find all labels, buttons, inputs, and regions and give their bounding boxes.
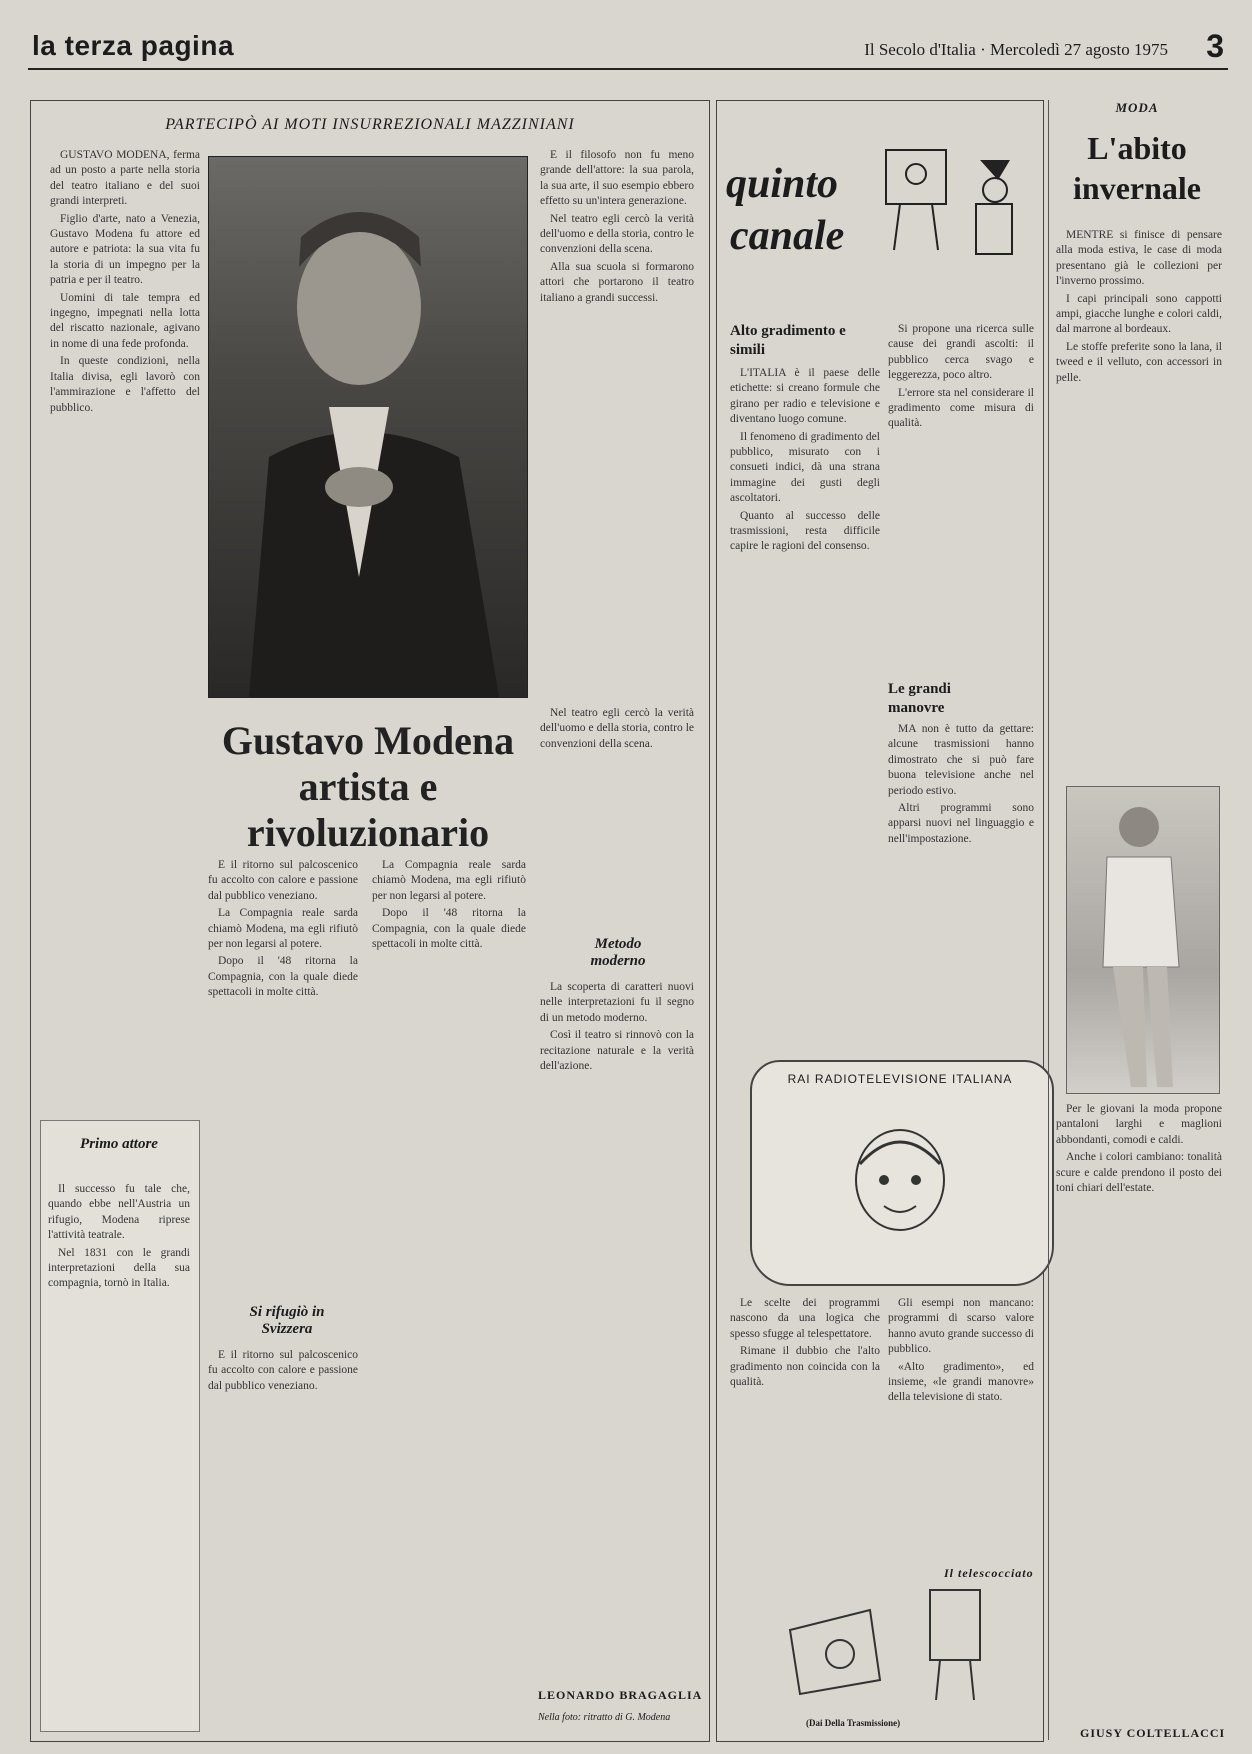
- moda-rule: [1048, 100, 1049, 1740]
- article-headline: Gustavo Modena artista e rivoluzionario: [221, 718, 515, 855]
- tv-robot-cartoon-icon: [760, 1570, 1020, 1710]
- paragraph: La scoperta di caratteri nuovi nelle interpretazioni fu il segno di un metodo moderno.: [540, 981, 694, 1024]
- paragraph: Quanto al successo delle trasmissioni, resta difficile capire le ragioni del consenso.: [730, 509, 880, 553]
- moda-col: [1056, 228, 1222, 776]
- paragraph: GUSTAVO MODENA, ferma ad un posto a parte nella storia del teatro italiano e del suoi grandi interpreti.: [50, 149, 200, 208]
- paragraph: Nel teatro egli cercò la verità dell'uomo e della storia, contro le convenzioni della scena.: [540, 707, 694, 750]
- paragraph: Così il teatro si rinnovò con la recitazione naturale e la verità dell'azione.: [540, 1029, 694, 1073]
- paragraph: Rimane il dubbio che l'alto gradimento non coincida con la qualità.: [730, 1345, 880, 1389]
- subhead-grandi-manovre: Le grandi manovre: [888, 681, 951, 716]
- paragraph: E il filosofo non fu meno grande dell'attore: la sua parola, la sua arte, il suo esempio ebbero effetto su un'intera generazione.: [540, 149, 694, 208]
- portrait-illustration: [209, 157, 527, 697]
- illustration-caption: (Dai Della Trasmissione): [806, 1718, 901, 1728]
- paragraph: Nel teatro egli cercò la verità dell'uomo e della storia, contro le convenzioni della scena.: [540, 212, 694, 256]
- article-col-2: [208, 858, 358, 1298]
- paragraph: Le scelte dei programmi nascono da una logica che spesso sfugge al telespettatore.: [730, 1297, 880, 1340]
- primo-attore-text: [48, 1182, 190, 1722]
- paragraph: I capi principali sono cappotti ampi, giacche lunghe e colori caldi, dal marrone al bordeaux.: [1056, 292, 1222, 336]
- article-kicker: PARTECIPÒ AI MOTI INSURREZIONALI MAZZINIANI: [165, 116, 575, 133]
- moda-col-lower: [1056, 1102, 1222, 1702]
- qc-lower-col-1: [730, 1296, 880, 1616]
- paragraph: Gli esempi non mancano: programmi di scarso valore hanno avuto grande successo di pubblico.: [888, 1297, 1034, 1356]
- paragraph: Altri programmi sono apparsi nuovi nel linguaggio e nell'impostazione.: [888, 802, 1034, 845]
- paragraph: Per le giovani la moda propone pantaloni larghi e maglioni abbondanti, comodi e caldi.: [1056, 1103, 1222, 1146]
- article-col-1: [50, 148, 200, 1092]
- qc-col-2-lower: [888, 722, 1034, 1052]
- fashion-photo: [1066, 786, 1220, 1094]
- paragraph: L'ITALIA è il paese delle etichette: si creano formule che girano per radio e televisione e diventano luogo comune.: [730, 367, 880, 426]
- paragraph: Uomini di tale tempra ed ingegno, impegnati nella lotta del riscatto nazionale, agivano in nome di una fede profonda.: [50, 291, 200, 350]
- paragraph: MENTRE si finisce di pensare alla moda estiva, le case di moda presentano già le collezioni per l'inverno prossimo.: [1056, 229, 1222, 288]
- article-col-2-lower: [208, 1348, 358, 1728]
- paragraph: In queste condizioni, nella Italia divisa, egli lavorò con l'ammirazione e l'affetto del pubblico.: [50, 355, 200, 414]
- paragraph: Dopo il '48 ritorna la Compagnia, con la quale diede spettacoli in molte città.: [208, 955, 358, 999]
- subhead-metodo: Metodo moderno: [590, 936, 646, 969]
- paragraph: E il ritorno sul palcoscenico fu accolto con calore e passione dal pubblico veneziano.: [208, 859, 358, 902]
- announcer-cartoon-icon: [820, 1120, 980, 1270]
- paragraph: Figlio d'arte, nato a Venezia, Gustavo Modena fu attore ed autore e patriota: la sua vita fu la storia di un impegno per la patria e per il teatro.: [50, 212, 200, 287]
- paragraph: Anche i colori cambiano: tonalità scure e calde prendono il posto dei toni chiari dell'estate.: [1056, 1151, 1222, 1195]
- rai-logo-text: RAI RADIOTELEVISIONE ITALIANA: [787, 1072, 1013, 1086]
- photo-caption: Nella foto: ritratto di G. Modena: [538, 1712, 671, 1723]
- qc-signature: Il telescocciato: [944, 1566, 1034, 1580]
- moda-label: MODA: [1115, 100, 1159, 115]
- portrait-photo: [208, 156, 528, 698]
- qc-lower-col-2: [888, 1296, 1034, 1556]
- quinto-canale-title: [726, 158, 844, 262]
- paragraph: E il ritorno sul palcoscenico fu accolto con calore e passione dal pubblico veneziano.: [208, 1349, 358, 1392]
- paragraph: L'errore sta nel considerare il gradimento come misura di qualità.: [888, 386, 1034, 430]
- article-col-2b: [372, 858, 526, 1728]
- paragraph: MA non è tutto da gettare: alcune trasmissioni hanno dimostrato che si può fare buona televisione anche nel periodo estivo.: [888, 723, 1034, 797]
- article-col-3-lower: [540, 980, 694, 1620]
- paragraph: La Compagnia reale sarda chiamò Modena, ma egli rifiutò per non legarsi al potere.: [208, 907, 358, 951]
- qc-col-1: [730, 366, 880, 1038]
- title-line: quinto: [726, 161, 839, 207]
- moda-signature: GIUSY COLTELLACCI: [1080, 1726, 1226, 1740]
- paragraph: Si propone una ricerca sulle cause dei grandi ascolti: il pubblico cerca svago e leggerezza, poco altro.: [888, 323, 1034, 382]
- tv-cartoon-icon: [880, 140, 1030, 280]
- paragraph: «Alto gradimento», ed insieme, «le grandi manovre» della televisione di stato.: [888, 1360, 1034, 1404]
- section-title: la terza pagina: [32, 30, 235, 61]
- article-col-3: [540, 148, 694, 696]
- article-col-3-upper: [540, 706, 694, 926]
- fashion-model-illustration: [1067, 787, 1219, 1093]
- paper-dateline: Il Secolo d'Italia · Mercoledì 27 agosto 1975: [864, 40, 1168, 59]
- paragraph: Le stoffe preferite sono la lana, il tweed e il velluto, con accessori in pelle.: [1056, 340, 1222, 384]
- moda-title: L'abito invernale: [1073, 130, 1201, 206]
- paragraph: Dopo il '48 ritorna la Compagnia, con la quale diede spettacoli in molte città.: [372, 907, 526, 951]
- paragraph: Nel 1831 con le grandi interpretazioni della sua compagnia, tornò in Italia.: [48, 1246, 190, 1290]
- paragraph: Il successo fu tale che, quando ebbe nell'Austria un rifugio, Modena riprese l'attività teatrale.: [48, 1183, 190, 1242]
- paragraph: Alla sua scuola si formarono attori che portarono il teatro italiano a grandi successi.: [540, 260, 694, 304]
- subhead-primo-attore: Primo attore: [80, 1136, 158, 1152]
- masthead: [28, 28, 1228, 70]
- article-signature: LEONARDO BRAGAGLIA: [538, 1688, 703, 1702]
- paragraph: La Compagnia reale sarda chiamò Modena, ma egli rifiutò per non legarsi al potere.: [372, 859, 526, 902]
- subhead-alto-gradimento: Alto gradimento e simili: [730, 323, 846, 358]
- subhead-rifugio: Si rifugiò in Svizzera: [249, 1304, 325, 1337]
- title-line: canale: [730, 213, 845, 259]
- paragraph: Il fenomeno di gradimento del pubblico, misurato con i consueti indici, dà una strana immagine dei gusti degli ascoltatori.: [730, 430, 880, 505]
- qc-col-2: [888, 322, 1034, 662]
- page-number: 3: [1206, 28, 1224, 64]
